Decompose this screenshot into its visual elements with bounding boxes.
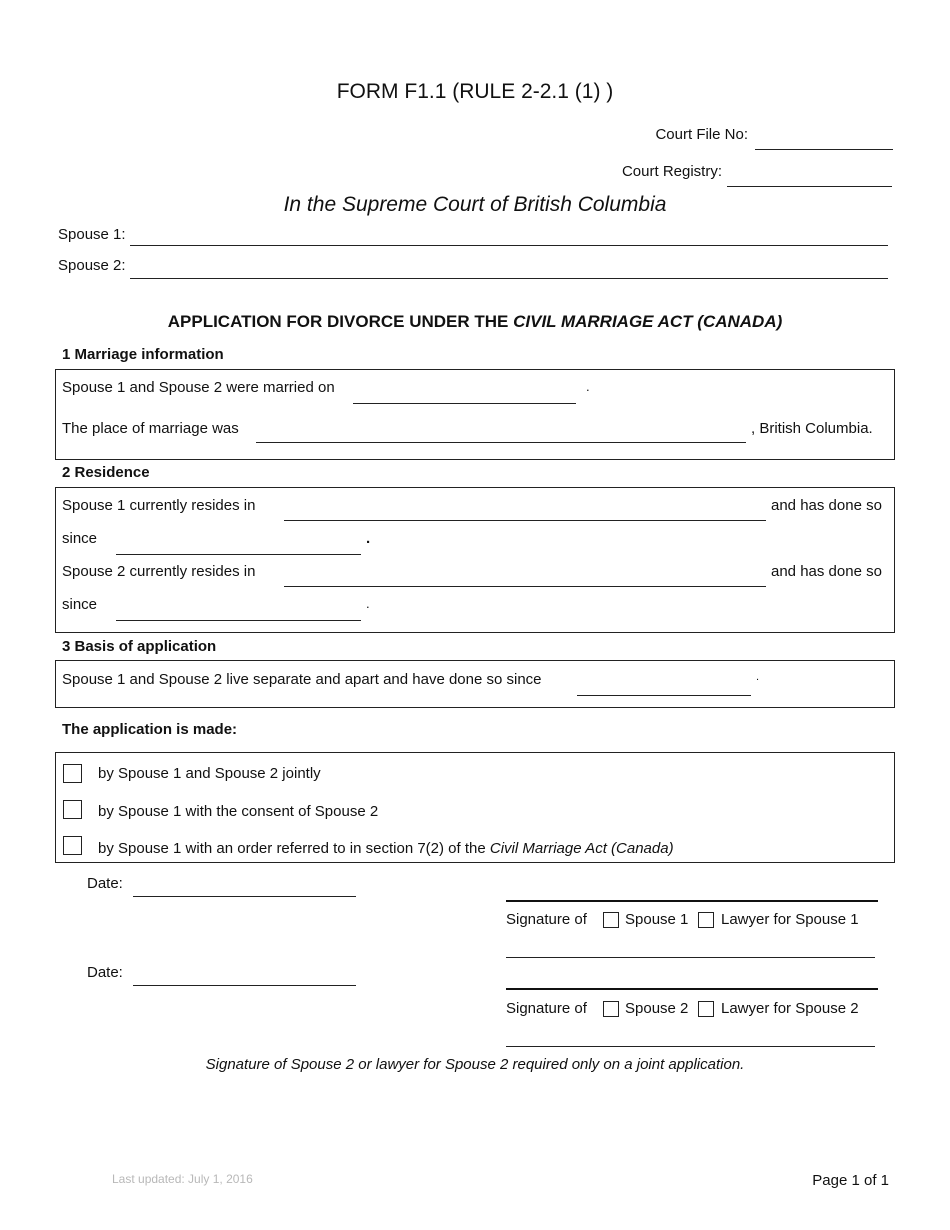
section3-heading: 3 Basis of application	[62, 638, 217, 655]
spouse2-sign-label: Spouse 2	[625, 1000, 689, 1017]
place-of-marriage-input[interactable]	[256, 442, 746, 443]
lawyer1-sign-checkbox[interactable]	[698, 912, 714, 928]
joint-checkbox[interactable]	[63, 764, 82, 783]
place-of-marriage-label: The place of marriage was	[62, 420, 239, 437]
form-title: FORM F1.1 (RULE 2-2.1 (1) )	[336, 80, 614, 103]
spouse2-since-label: since	[62, 596, 98, 613]
date1-input[interactable]	[133, 896, 356, 897]
consent-option-label: by Spouse 1 with the consent of Spouse 2	[98, 803, 379, 820]
married-on-label: Spouse 1 and Spouse 2 were married on	[62, 379, 335, 396]
spouse2-since-input[interactable]	[116, 620, 361, 621]
live-separate-label: Spouse 1 and Spouse 2 live separate and apart and have done so since	[62, 671, 542, 688]
spouse1-input[interactable]	[130, 245, 888, 246]
spouse1-label: Spouse 1:	[58, 226, 126, 243]
spouse2-input[interactable]	[130, 278, 888, 279]
separation-date-input[interactable]	[577, 695, 751, 696]
spouse1-sign-label: Spouse 1	[625, 911, 689, 928]
spouse2-sign-checkbox[interactable]	[603, 1001, 619, 1017]
last-updated: Last updated: July 1, 2016	[112, 1172, 253, 1186]
court-registry-label: Court Registry:	[621, 163, 722, 180]
spouse1-since-input[interactable]	[116, 554, 361, 555]
signature1-label: Signature of	[506, 911, 587, 928]
consent-checkbox[interactable]	[63, 800, 82, 819]
court-file-input[interactable]	[755, 149, 893, 150]
court-file-label: Court File No:	[655, 126, 748, 143]
spouse1-has-done-so: and has done so	[771, 497, 882, 514]
spouse1-since-period: .	[366, 530, 371, 547]
section2-heading: 2 Residence	[62, 464, 150, 481]
application-heading: The application is made:	[62, 721, 238, 738]
spouse1-sign-checkbox[interactable]	[603, 912, 619, 928]
main-heading-italic: CIVIL MARRIAGE ACT (CANADA)	[513, 312, 783, 331]
spouse2-label: Spouse 2:	[58, 257, 126, 274]
order-checkbox[interactable]	[63, 836, 82, 855]
order-option-label: by Spouse 1 with an order referred to in section 7(2) of the	[98, 840, 486, 857]
spouse2-resides-label: Spouse 2 currently resides in	[62, 563, 256, 580]
lawyer2-sign-label: Lawyer for Spouse 2	[721, 1000, 859, 1017]
signature1-name-line[interactable]	[506, 957, 875, 958]
lawyer1-sign-label: Lawyer for Spouse 1	[721, 911, 859, 928]
lawyer2-sign-checkbox[interactable]	[698, 1001, 714, 1017]
order-option-text	[98, 840, 674, 857]
main-heading	[0, 312, 950, 332]
spouse1-resides-label: Spouse 1 currently resides in	[62, 497, 256, 514]
signature2-name-line[interactable]	[506, 1046, 875, 1047]
order-option-italic: Civil Marriage Act (Canada)	[489, 840, 674, 857]
main-heading-plain: APPLICATION FOR DIVORCE UNDER THE	[167, 312, 509, 331]
date2-input[interactable]	[133, 985, 356, 986]
court-name: In the Supreme Court of British Columbia	[283, 193, 667, 216]
british-columbia-suffix: , British Columbia.	[751, 420, 873, 437]
court-registry-input[interactable]	[727, 186, 892, 187]
spouse2-since-period: .	[366, 596, 370, 611]
spouse1-residence-input[interactable]	[284, 520, 766, 521]
spouse1-since-label: since	[62, 530, 98, 547]
married-on-period: .	[586, 379, 590, 394]
date1-label: Date:	[87, 875, 123, 892]
joint-signature-note: Signature of Spouse 2 or lawyer for Spouse 2 required only on a joint application.	[205, 1056, 745, 1073]
section1-heading: 1 Marriage information	[62, 346, 224, 363]
spouse2-residence-input[interactable]	[284, 586, 766, 587]
signature1-line[interactable]	[506, 900, 878, 902]
date2-label: Date:	[87, 964, 123, 981]
spouse2-has-done-so: and has done so	[771, 563, 882, 580]
signature2-label: Signature of	[506, 1000, 587, 1017]
married-on-input[interactable]	[353, 403, 576, 404]
page-number: Page 1 of 1	[812, 1172, 889, 1189]
separation-period: .	[756, 671, 760, 683]
signature2-line[interactable]	[506, 988, 878, 990]
joint-option-label: by Spouse 1 and Spouse 2 jointly	[98, 765, 321, 782]
